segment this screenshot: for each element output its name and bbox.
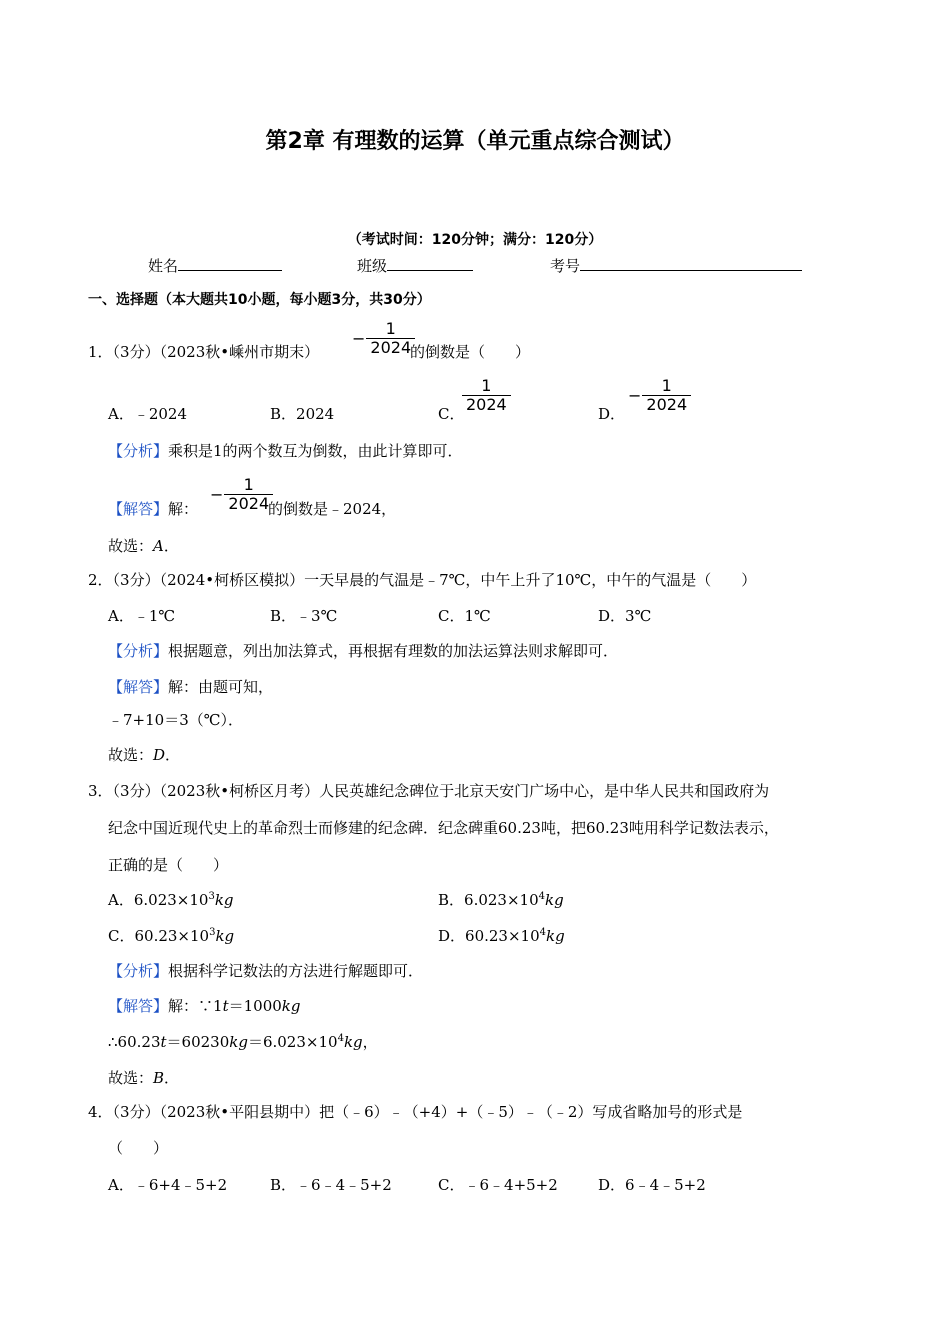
q3-stem-line1: 3．（3分）（2023秋•柯桥区月考）人民英雄纪念碑位于北京天安门广场中心，是中华人民共和国政府为 (88, 782, 770, 800)
section-heading: 一、选择题（本大题共10小题，每小题3分，共30分） (88, 292, 431, 308)
number-label: 考号 (550, 257, 581, 275)
q1-answer-fraction: − $\frac{1}{2024}$ (210, 476, 273, 513)
q1-choice: 故选：A． (108, 537, 179, 555)
number-field[interactable] (550, 256, 802, 276)
q1-fraction: − $\frac{1}{2024}$ (352, 320, 415, 357)
q2-option-a[interactable]: A．﹣1℃ (108, 607, 176, 625)
q1-answer: 【解答】解： (108, 500, 199, 518)
q1-option-d-fraction: − $\frac{1}{2024}$ (628, 377, 691, 414)
q1-option-d[interactable]: D． (598, 405, 626, 423)
q2-answer: 【解答】解：由题可知， (108, 678, 274, 696)
q2-analysis: 【分析】根据题意，列出加法算式，再根据有理数的加法运算法则求解即可． (108, 642, 619, 660)
q1-answer-tail: 的倒数是﹣2024， (268, 500, 397, 518)
q3-option-d[interactable]: D．$60.23\times 10^4kg$ (438, 927, 565, 945)
q3-stem-line2: 纪念中国近现代史上的革命烈士而修建的纪念碑．纪念碑重60.23吨，把60.23吨用科学记数法表示， (108, 819, 779, 837)
q1-stem-tail: 的倒数是（ ） (410, 343, 531, 361)
class-field[interactable] (357, 256, 473, 276)
q1-option-c-fraction: $\frac{1}{2024}$ (462, 377, 511, 414)
q3-answer: 【解答】解：∵1t＝1000kg (108, 997, 301, 1015)
q1-option-b[interactable]: B．2024 (270, 405, 335, 423)
class-blank[interactable] (387, 256, 473, 271)
page-title: 第2章 有理数的运算（单元重点综合测试） (265, 129, 685, 154)
q1-analysis: 【分析】乘积是1的两个数互为倒数，由此计算即可． (108, 442, 463, 460)
q1-stem: 1．（3分）（2023秋•嵊州市期末） (88, 343, 320, 361)
q2-stem: 2．（3分）（2024•柯桥区模拟）一天早晨的气温是﹣7℃，中午上升了10℃，中午的气温是（ ） (88, 571, 757, 589)
q1-option-c[interactable]: C． (438, 405, 465, 423)
q2-option-d[interactable]: D．3℃ (598, 607, 652, 625)
q3-option-c[interactable]: C．$60.23\times 10^3kg$ (108, 927, 235, 945)
q2-choice: 故选：D． (108, 746, 181, 764)
q4-option-d[interactable]: D．6﹣4﹣5+2 (598, 1176, 706, 1194)
q1-option-a[interactable]: A．﹣2024 (108, 405, 188, 423)
class-label: 班级 (357, 257, 388, 275)
q3-option-b[interactable]: B．$6.023\times 10^4kg$ (438, 891, 564, 909)
name-field[interactable] (148, 256, 282, 276)
q2-option-c[interactable]: C．1℃ (438, 607, 491, 625)
q3-analysis: 【分析】根据科学记数法的方法进行解题即可． (108, 962, 424, 980)
q4-stem-line1: 4．（3分）（2023秋•平阳县期中）把（﹣6）﹣（+4）+（﹣5）﹣（﹣2）写成省略加号的形式是 (88, 1103, 743, 1121)
q4-option-c[interactable]: C．﹣6﹣4+5+2 (438, 1176, 558, 1194)
q2-option-b[interactable]: B．﹣3℃ (270, 607, 338, 625)
q3-calc: $\therefore 60.23t=60230kg=6.023\times 10^4kg$， (108, 1033, 378, 1051)
name-blank[interactable] (178, 256, 282, 271)
name-label: 姓名 (148, 257, 179, 275)
q4-option-a[interactable]: A．﹣6+4﹣5+2 (108, 1176, 228, 1194)
q3-stem-line3: 正确的是（ ） (108, 856, 229, 874)
number-blank[interactable] (580, 256, 802, 271)
q3-option-a[interactable]: A．$6.023\times 10^3kg$ (108, 891, 234, 909)
exam-info: （考试时间：120分钟；满分：120分） (347, 232, 603, 248)
q2-calc: ﹣7+10＝3（℃）． (108, 711, 244, 729)
q3-choice: 故选：B． (108, 1069, 180, 1087)
q4-option-b[interactable]: B．﹣6﹣4﹣5+2 (270, 1176, 392, 1194)
q4-stem-line2: （ ） (108, 1139, 169, 1157)
